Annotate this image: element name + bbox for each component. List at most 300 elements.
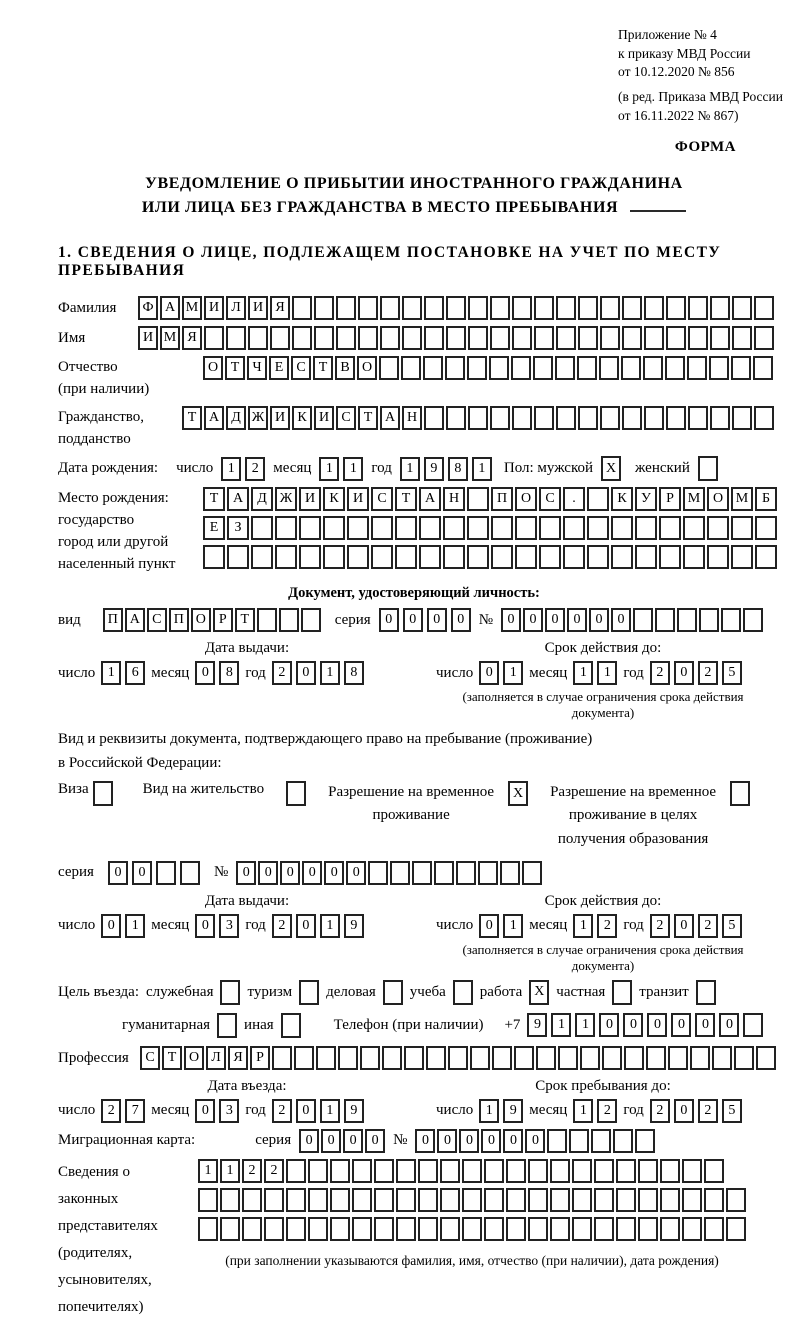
char-cell[interactable]: Д [226,406,246,430]
char-cell[interactable]: 0 [195,914,215,938]
char-cell[interactable] [360,1046,380,1070]
char-cell[interactable]: 1 [573,914,593,938]
char-cell[interactable] [275,545,297,569]
char-cell[interactable]: И [270,406,290,430]
char-cell[interactable] [220,1217,240,1241]
char-cell[interactable] [572,1188,592,1212]
char-cell[interactable] [534,326,554,350]
char-cell[interactable] [506,1188,526,1212]
char-cell[interactable]: 0 [719,1013,739,1037]
char-cell[interactable] [556,296,576,320]
char-cell[interactable]: Ч [247,356,267,380]
char-cell[interactable]: 0 [525,1129,545,1153]
char-cell[interactable] [616,1188,636,1212]
char-cell[interactable] [572,1159,592,1183]
char-cell[interactable] [515,516,537,540]
char-cell[interactable] [338,1046,358,1070]
char-cell[interactable]: З [227,516,249,540]
char-cell[interactable]: К [323,487,345,511]
char-cell[interactable] [467,516,489,540]
char-cell[interactable] [500,861,520,885]
char-cell[interactable] [286,1159,306,1183]
char-cell[interactable]: 1 [221,457,241,481]
char-cell[interactable] [539,545,561,569]
purpose-humanitarian-checkbox[interactable] [217,1013,237,1038]
char-cell[interactable] [754,326,774,350]
char-cell[interactable] [756,1046,776,1070]
char-cell[interactable]: В [335,356,355,380]
char-cell[interactable] [599,356,619,380]
char-cell[interactable]: 1 [101,661,121,685]
char-cell[interactable] [506,1217,526,1241]
char-cell[interactable]: 1 [503,661,523,685]
char-cell[interactable] [456,861,476,885]
char-cell[interactable] [314,326,334,350]
char-cell[interactable] [638,1217,658,1241]
char-cell[interactable] [478,861,498,885]
purpose-work-checkbox[interactable]: X [529,980,549,1005]
char-cell[interactable] [314,296,334,320]
purpose-other-checkbox[interactable] [281,1013,301,1038]
char-cell[interactable] [336,296,356,320]
char-cell[interactable] [611,545,633,569]
char-cell[interactable]: М [683,487,705,511]
char-cell[interactable]: 2 [698,1099,718,1123]
char-cell[interactable]: 0 [101,914,121,938]
char-cell[interactable]: 0 [501,608,521,632]
char-cell[interactable] [635,516,657,540]
char-cell[interactable] [704,1217,724,1241]
char-cell[interactable]: 0 [695,1013,715,1037]
char-cell[interactable]: 0 [427,608,447,632]
char-cell[interactable] [308,1188,328,1212]
char-cell[interactable] [682,1188,702,1212]
visa-checkbox[interactable] [93,781,113,806]
char-cell[interactable] [666,406,686,430]
char-cell[interactable] [294,1046,314,1070]
char-cell[interactable]: 1 [573,1099,593,1123]
char-cell[interactable] [732,296,752,320]
char-cell[interactable]: 1 [472,457,492,481]
char-cell[interactable] [316,1046,336,1070]
char-cell[interactable] [374,1159,394,1183]
char-cell[interactable]: 1 [220,1159,240,1183]
char-cell[interactable] [424,326,444,350]
char-cell[interactable]: 0 [623,1013,643,1037]
char-cell[interactable]: 0 [451,608,471,632]
char-cell[interactable]: Я [182,326,202,350]
temp-residence-edu-checkbox[interactable] [730,781,750,806]
char-cell[interactable] [468,296,488,320]
char-cell[interactable] [347,545,369,569]
char-cell[interactable]: 9 [344,914,364,938]
char-cell[interactable] [536,1046,556,1070]
char-cell[interactable]: 0 [674,661,694,685]
char-cell[interactable] [419,516,441,540]
char-cell[interactable] [556,406,576,430]
char-cell[interactable] [248,326,268,350]
char-cell[interactable] [622,406,642,430]
char-cell[interactable] [635,545,657,569]
char-cell[interactable] [572,1217,592,1241]
char-cell[interactable]: 0 [647,1013,667,1037]
char-cell[interactable] [506,1159,526,1183]
char-cell[interactable] [484,1159,504,1183]
char-cell[interactable] [286,1217,306,1241]
char-cell[interactable]: 0 [479,914,499,938]
char-cell[interactable]: 9 [503,1099,523,1123]
char-cell[interactable] [336,326,356,350]
char-cell[interactable] [257,608,277,632]
char-cell[interactable] [550,1159,570,1183]
char-cell[interactable] [600,326,620,350]
char-cell[interactable]: 1 [198,1159,218,1183]
char-cell[interactable] [380,326,400,350]
char-cell[interactable]: У [635,487,657,511]
char-cell[interactable] [731,356,751,380]
char-cell[interactable] [578,296,598,320]
char-cell[interactable] [512,406,532,430]
char-cell[interactable]: 0 [343,1129,363,1153]
char-cell[interactable] [396,1159,416,1183]
char-cell[interactable] [753,356,773,380]
char-cell[interactable] [621,356,641,380]
char-cell[interactable] [707,545,729,569]
char-cell[interactable]: 5 [722,1099,742,1123]
char-cell[interactable] [467,356,487,380]
char-cell[interactable] [198,1188,218,1212]
char-cell[interactable] [704,1159,724,1183]
char-cell[interactable] [446,326,466,350]
char-cell[interactable]: 0 [296,661,316,685]
char-cell[interactable]: А [419,487,441,511]
char-cell[interactable] [330,1188,350,1212]
char-cell[interactable]: 2 [272,1099,292,1123]
char-cell[interactable]: М [160,326,180,350]
char-cell[interactable]: Т [225,356,245,380]
female-checkbox[interactable] [698,456,718,481]
char-cell[interactable] [264,1188,284,1212]
char-cell[interactable]: 0 [379,608,399,632]
char-cell[interactable]: И [299,487,321,511]
char-cell[interactable] [683,545,705,569]
char-cell[interactable] [299,516,321,540]
char-cell[interactable]: 2 [264,1159,284,1183]
char-cell[interactable] [352,1188,372,1212]
char-cell[interactable] [446,406,466,430]
char-cell[interactable] [301,608,321,632]
char-cell[interactable]: С [539,487,561,511]
char-cell[interactable] [275,516,297,540]
char-cell[interactable] [594,1159,614,1183]
char-cell[interactable] [555,356,575,380]
char-cell[interactable]: 0 [545,608,565,632]
char-cell[interactable] [660,1188,680,1212]
char-cell[interactable] [743,1013,763,1037]
char-cell[interactable]: 2 [101,1099,121,1123]
char-cell[interactable]: 5 [722,661,742,685]
char-cell[interactable]: С [140,1046,160,1070]
char-cell[interactable] [227,545,249,569]
char-cell[interactable]: Т [395,487,417,511]
char-cell[interactable] [468,326,488,350]
char-cell[interactable] [396,1188,416,1212]
char-cell[interactable]: С [291,356,311,380]
char-cell[interactable]: 9 [424,457,444,481]
char-cell[interactable] [721,608,741,632]
char-cell[interactable] [374,1188,394,1212]
char-cell[interactable] [522,861,542,885]
char-cell[interactable]: 0 [299,1129,319,1153]
char-cell[interactable] [690,1046,710,1070]
char-cell[interactable]: О [203,356,223,380]
char-cell[interactable]: 1 [320,661,340,685]
char-cell[interactable] [490,406,510,430]
char-cell[interactable] [755,545,777,569]
char-cell[interactable] [382,1046,402,1070]
char-cell[interactable] [732,326,752,350]
char-cell[interactable] [600,296,620,320]
char-cell[interactable] [323,516,345,540]
char-cell[interactable]: 0 [589,608,609,632]
char-cell[interactable] [528,1217,548,1241]
char-cell[interactable]: С [147,608,167,632]
char-cell[interactable] [688,326,708,350]
char-cell[interactable] [462,1217,482,1241]
char-cell[interactable] [423,356,443,380]
char-cell[interactable] [556,326,576,350]
char-cell[interactable] [515,545,537,569]
char-cell[interactable] [251,545,273,569]
char-cell[interactable]: 3 [219,1099,239,1123]
char-cell[interactable] [352,1217,372,1241]
char-cell[interactable] [448,1046,468,1070]
char-cell[interactable]: 5 [722,914,742,938]
char-cell[interactable]: 2 [245,457,265,481]
char-cell[interactable]: 2 [272,661,292,685]
char-cell[interactable] [587,487,609,511]
char-cell[interactable] [242,1217,262,1241]
char-cell[interactable]: М [182,296,202,320]
char-cell[interactable] [699,608,719,632]
char-cell[interactable]: 0 [671,1013,691,1037]
char-cell[interactable]: И [347,487,369,511]
char-cell[interactable]: Н [443,487,465,511]
char-cell[interactable]: 0 [674,1099,694,1123]
char-cell[interactable]: К [611,487,633,511]
char-cell[interactable] [470,1046,490,1070]
temp-residence-checkbox[interactable]: X [508,781,528,806]
char-cell[interactable]: 0 [459,1129,479,1153]
char-cell[interactable]: 0 [258,861,278,885]
char-cell[interactable] [371,545,393,569]
char-cell[interactable]: 1 [319,457,339,481]
char-cell[interactable]: А [204,406,224,430]
char-cell[interactable] [467,487,489,511]
char-cell[interactable]: Т [182,406,202,430]
char-cell[interactable] [402,296,422,320]
char-cell[interactable] [563,516,585,540]
char-cell[interactable]: Т [313,356,333,380]
char-cell[interactable] [395,545,417,569]
char-cell[interactable] [379,356,399,380]
char-cell[interactable] [446,296,466,320]
char-cell[interactable] [424,296,444,320]
char-cell[interactable] [402,326,422,350]
char-cell[interactable] [635,1129,655,1153]
char-cell[interactable]: 0 [523,608,543,632]
char-cell[interactable] [323,545,345,569]
char-cell[interactable] [683,516,705,540]
char-cell[interactable]: Т [235,608,255,632]
char-cell[interactable]: 0 [296,1099,316,1123]
char-cell[interactable] [633,608,653,632]
char-cell[interactable] [418,1217,438,1241]
char-cell[interactable]: Т [203,487,225,511]
char-cell[interactable] [204,326,224,350]
char-cell[interactable] [347,516,369,540]
char-cell[interactable]: 9 [527,1013,547,1037]
char-cell[interactable]: И [248,296,268,320]
char-cell[interactable]: Я [270,296,290,320]
char-cell[interactable] [489,356,509,380]
char-cell[interactable] [665,356,685,380]
char-cell[interactable]: А [160,296,180,320]
char-cell[interactable]: Р [213,608,233,632]
char-cell[interactable]: 0 [195,661,215,685]
char-cell[interactable] [330,1159,350,1183]
char-cell[interactable] [534,296,554,320]
char-cell[interactable]: 2 [650,914,670,938]
char-cell[interactable] [726,1188,746,1212]
char-cell[interactable]: Т [358,406,378,430]
char-cell[interactable] [484,1188,504,1212]
char-cell[interactable] [666,296,686,320]
char-cell[interactable] [443,545,465,569]
char-cell[interactable]: Р [250,1046,270,1070]
char-cell[interactable]: Л [226,296,246,320]
char-cell[interactable]: 0 [503,1129,523,1153]
char-cell[interactable]: М [731,487,753,511]
char-cell[interactable] [220,1188,240,1212]
char-cell[interactable] [578,326,598,350]
char-cell[interactable]: 1 [503,914,523,938]
char-cell[interactable] [203,545,225,569]
char-cell[interactable] [712,1046,732,1070]
char-cell[interactable]: 0 [296,914,316,938]
char-cell[interactable]: 0 [437,1129,457,1153]
char-cell[interactable] [638,1188,658,1212]
char-cell[interactable] [710,326,730,350]
char-cell[interactable] [358,326,378,350]
char-cell[interactable] [292,326,312,350]
char-cell[interactable]: 0 [611,608,631,632]
char-cell[interactable] [492,1046,512,1070]
char-cell[interactable] [726,1217,746,1241]
char-cell[interactable]: 1 [320,1099,340,1123]
char-cell[interactable]: Е [269,356,289,380]
char-cell[interactable] [308,1159,328,1183]
char-cell[interactable] [424,406,444,430]
char-cell[interactable] [330,1217,350,1241]
char-cell[interactable]: О [357,356,377,380]
char-cell[interactable] [666,326,686,350]
char-cell[interactable] [743,608,763,632]
male-checkbox[interactable]: X [601,456,621,481]
char-cell[interactable]: 0 [403,608,423,632]
char-cell[interactable] [226,326,246,350]
char-cell[interactable] [418,1159,438,1183]
char-cell[interactable] [687,356,707,380]
char-cell[interactable] [594,1217,614,1241]
char-cell[interactable]: О [184,1046,204,1070]
char-cell[interactable] [660,1159,680,1183]
char-cell[interactable] [514,1046,534,1070]
char-cell[interactable] [569,1129,589,1153]
char-cell[interactable]: Т [162,1046,182,1070]
char-cell[interactable]: 2 [650,661,670,685]
char-cell[interactable] [732,406,752,430]
char-cell[interactable] [587,545,609,569]
char-cell[interactable]: Ж [275,487,297,511]
char-cell[interactable] [547,1129,567,1153]
char-cell[interactable] [418,1188,438,1212]
char-cell[interactable] [688,406,708,430]
char-cell[interactable] [550,1188,570,1212]
char-cell[interactable]: И [204,296,224,320]
char-cell[interactable]: 0 [415,1129,435,1153]
char-cell[interactable] [577,356,597,380]
char-cell[interactable]: 1 [573,661,593,685]
purpose-study-checkbox[interactable] [453,980,473,1005]
char-cell[interactable] [550,1217,570,1241]
char-cell[interactable] [279,608,299,632]
char-cell[interactable]: К [292,406,312,430]
char-cell[interactable]: Е [203,516,225,540]
char-cell[interactable] [270,326,290,350]
char-cell[interactable] [677,608,697,632]
char-cell[interactable]: А [227,487,249,511]
char-cell[interactable]: 2 [650,1099,670,1123]
char-cell[interactable] [404,1046,424,1070]
char-cell[interactable] [401,356,421,380]
char-cell[interactable] [490,326,510,350]
char-cell[interactable] [198,1217,218,1241]
char-cell[interactable] [419,545,441,569]
char-cell[interactable] [286,1188,306,1212]
char-cell[interactable] [534,406,554,430]
char-cell[interactable]: С [371,487,393,511]
char-cell[interactable] [643,356,663,380]
char-cell[interactable] [602,1046,622,1070]
char-cell[interactable] [624,1046,644,1070]
char-cell[interactable]: П [103,608,123,632]
char-cell[interactable] [659,516,681,540]
char-cell[interactable]: 0 [280,861,300,885]
char-cell[interactable] [390,861,410,885]
purpose-business-checkbox[interactable] [383,980,403,1005]
char-cell[interactable]: . [563,487,585,511]
char-cell[interactable] [578,406,598,430]
char-cell[interactable]: 0 [324,861,344,885]
char-cell[interactable]: А [380,406,400,430]
char-cell[interactable] [528,1188,548,1212]
char-cell[interactable] [272,1046,292,1070]
char-cell[interactable] [371,516,393,540]
char-cell[interactable]: 8 [344,661,364,685]
residence-permit-checkbox[interactable] [286,781,306,806]
char-cell[interactable]: Р [659,487,681,511]
